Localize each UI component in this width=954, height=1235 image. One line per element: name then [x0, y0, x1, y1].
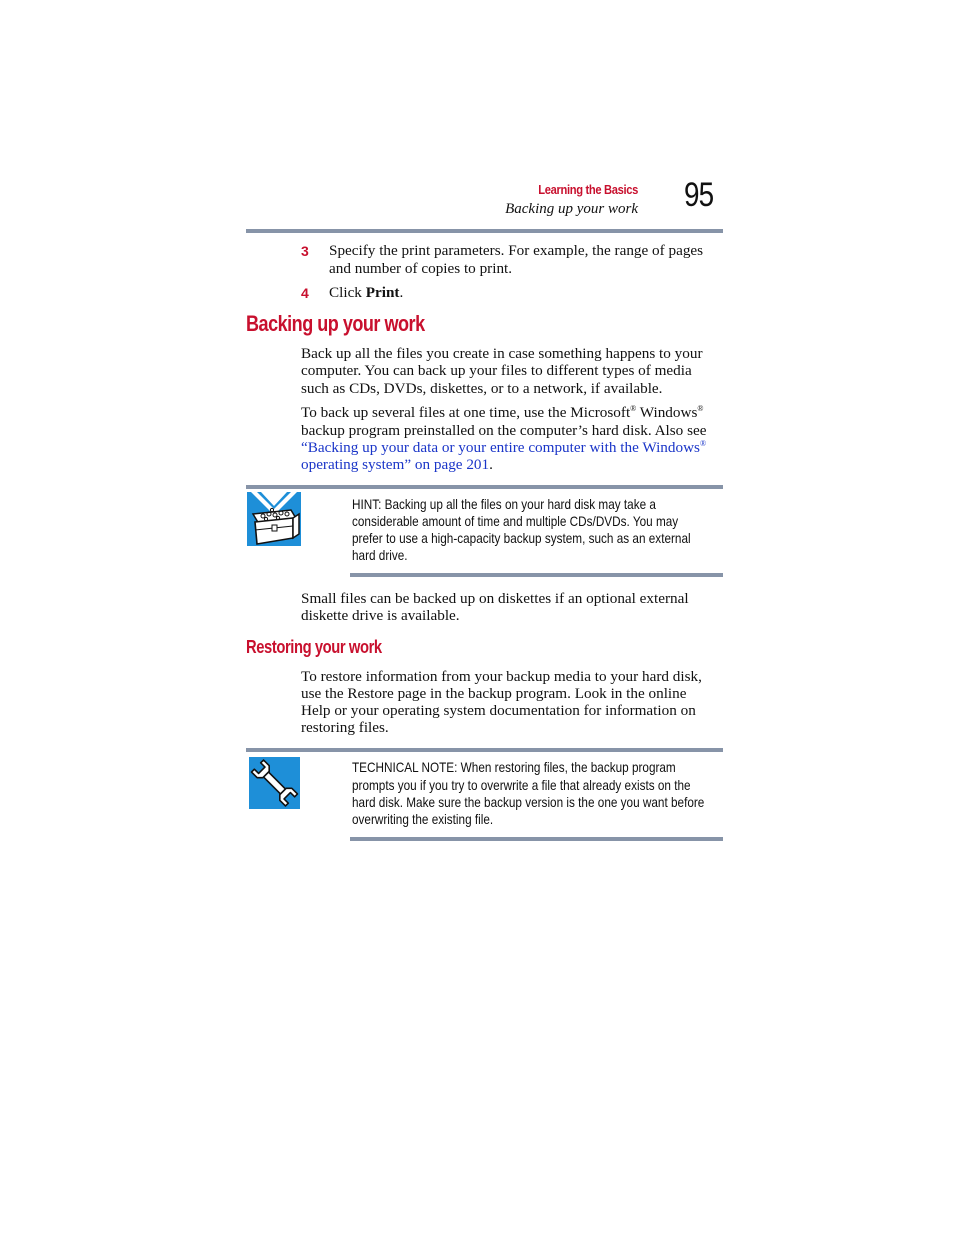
chapter-title: Learning the Basics: [538, 182, 638, 197]
heading-restoring: Restoring your work: [246, 637, 382, 657]
text-fragment: .: [489, 456, 493, 473]
link-text-continued[interactable]: operating system” on page 201: [301, 456, 490, 473]
step-4-text: [329, 284, 403, 302]
section-title: Backing up your work: [505, 201, 638, 217]
text-fragment: Windows: [636, 404, 698, 421]
step-4-prefix: Click: [329, 284, 366, 301]
hint-line-1: HINT: Backing up all the files on your hard disk may take a: [352, 496, 656, 512]
page-number: 95: [684, 176, 714, 214]
restore-para-line-2: use the Restore page in the backup program. Look in the online: [301, 685, 687, 702]
tech-note-line-1: TECHNICAL NOTE: When restoring files, the backup program: [352, 759, 676, 775]
step-3-line-2: and number of copies to print.: [329, 260, 513, 277]
registered-mark: ®: [699, 438, 707, 448]
hint-line-4: hard drive.: [352, 547, 408, 563]
registered-mark: ®: [697, 403, 704, 413]
print-command: Print: [365, 284, 400, 301]
backup-para-line-2: computer. You can back up your files to different types of media: [301, 362, 692, 379]
diskette-para-line-2: diskette drive is available.: [301, 607, 460, 624]
backup-para2-line-1: [301, 404, 703, 422]
backup-para2-line-4: [301, 456, 493, 474]
heading-backing-up: Backing up your work: [246, 311, 425, 336]
registered-mark: ®: [630, 403, 637, 413]
tech-note-line-3: hard disk. Make sure the backup version is the one you want before: [352, 794, 705, 810]
hint-top-rule: [246, 485, 723, 489]
hint-line-3: prefer to use a high-capacity backup system, such as an external: [352, 530, 691, 546]
cross-reference-link[interactable]: [301, 439, 706, 457]
wrench-icon: [249, 757, 300, 809]
tech-note-line-4: overwriting the existing file.: [352, 811, 494, 827]
tech-note-line-2: prompts you if you try to overwrite a file that already exists on the: [352, 777, 691, 793]
step-number-3: 3: [301, 243, 309, 259]
link-text[interactable]: “Backing up your data or your entire computer with the Windows: [301, 439, 700, 456]
backup-para-line-3: such as CDs, DVDs, diskettes, or to a network, if available.: [301, 380, 663, 397]
restore-para-line-3: Help or your operating system documentation for information on: [301, 702, 696, 719]
hint-bottom-rule: [350, 573, 723, 577]
treasure-chest-icon: [247, 492, 301, 546]
restore-para-line-1: To restore information from your backup media to your hard disk,: [301, 668, 702, 685]
tech-note-top-rule: [246, 748, 723, 752]
backup-para2-line-2: backup program preinstalled on the computer’s hard disk. Also see: [301, 422, 707, 439]
tech-note-bottom-rule: [350, 837, 723, 841]
step-4-suffix: .: [399, 284, 404, 301]
header-rule: [246, 229, 723, 233]
hint-line-2: considerable amount of time and multiple CDs/DVDs. You may: [352, 513, 679, 529]
step-number-4: 4: [301, 285, 309, 301]
restore-para-line-4: restoring files.: [301, 719, 389, 736]
diskette-para-line-1: Small files can be backed up on diskettes if an optional external: [301, 590, 689, 607]
text-fragment: To back up several files at one time, use the Microsoft: [301, 404, 631, 421]
step-3-line-1: Specify the print parameters. For example, the range of pages: [329, 242, 704, 259]
backup-para-line-1: Back up all the files you create in case something happens to your: [301, 345, 703, 362]
